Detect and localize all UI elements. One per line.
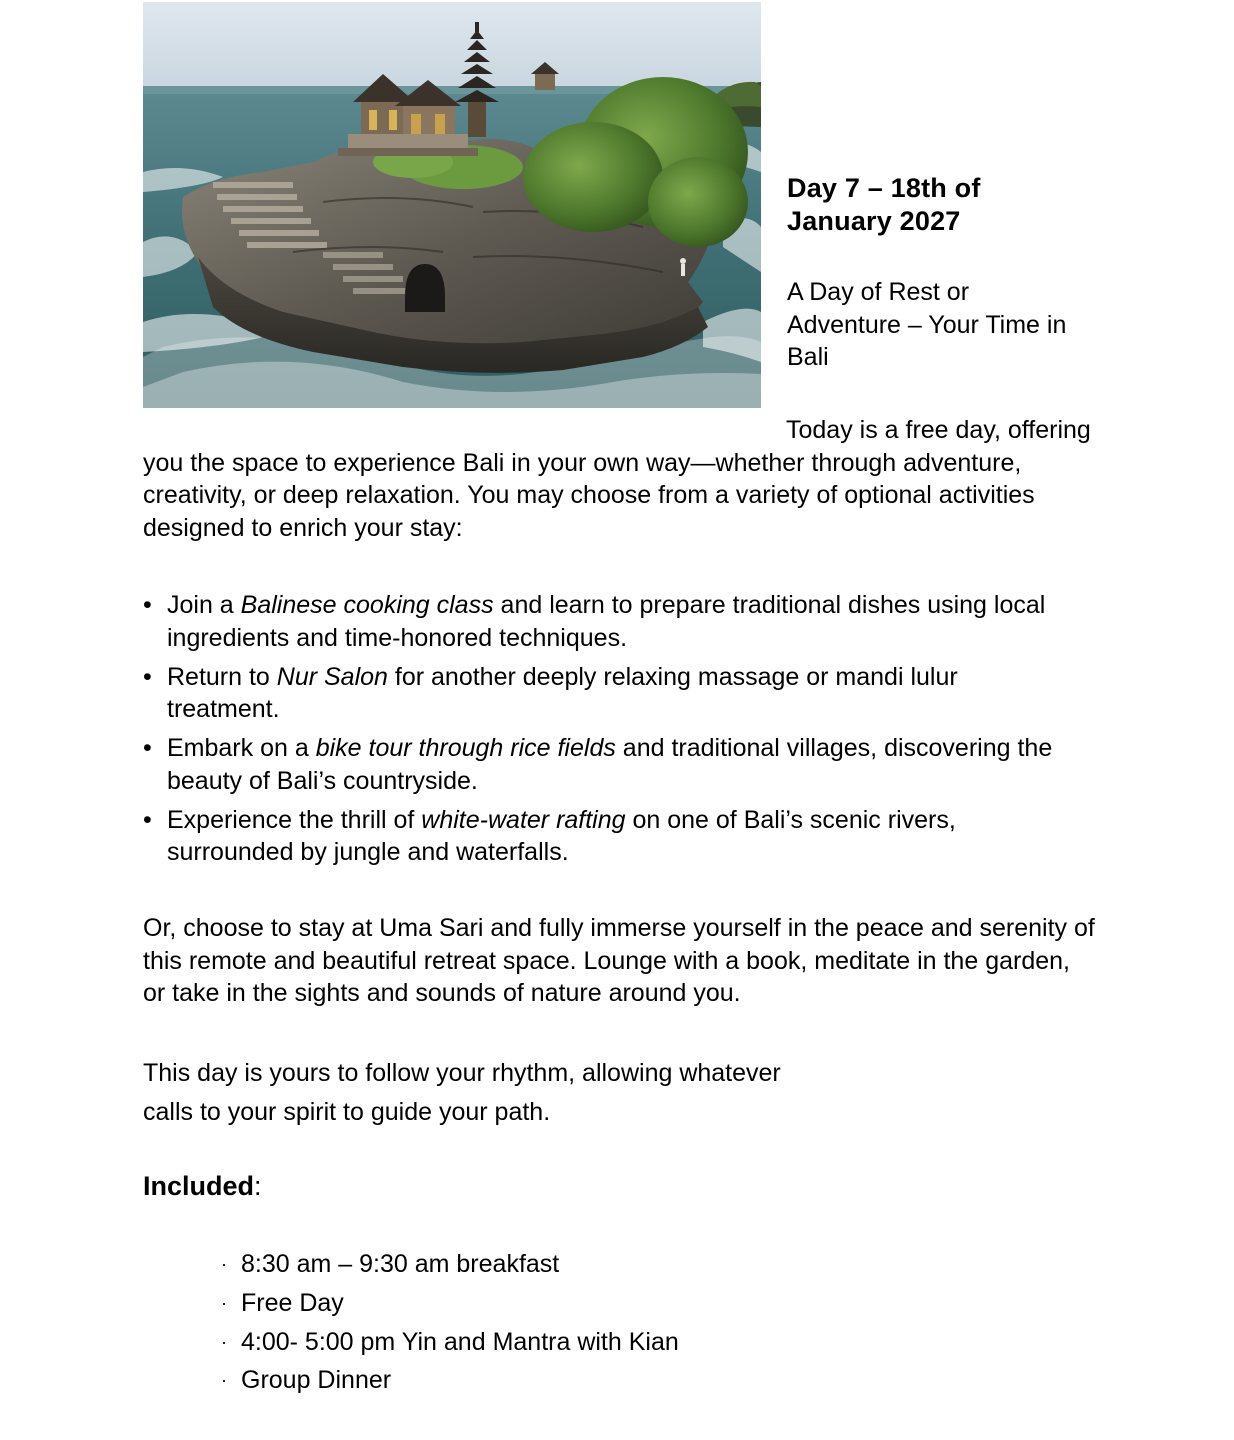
list-item [221, 1284, 679, 1323]
list-item [143, 804, 1073, 869]
temple-photo [143, 2, 761, 408]
activity-text: Experience the thrill of [167, 805, 422, 834]
day-title-line-2: January 2027 [787, 206, 961, 236]
included-list [221, 1245, 679, 1400]
activity-text: Return to [167, 662, 277, 691]
rhythm-line-2: calls to your spirit to guide your path. [143, 1098, 551, 1126]
day-title [787, 172, 1097, 238]
dot-icon: · [221, 1292, 227, 1313]
activity-text: for another deeply relaxing massage or mandi lulur treatment. [167, 662, 958, 723]
dot-icon: · [221, 1254, 227, 1274]
list-item [221, 1361, 679, 1400]
dot-icon: · [221, 1370, 227, 1391]
included-label: Included [143, 1171, 255, 1201]
activity-text: and traditional villages, discovering the beauty of Bali’s countryside. [167, 734, 1053, 795]
activity-text: Join a [167, 591, 241, 619]
list-item [221, 1245, 679, 1284]
bullet-icon: • [143, 662, 152, 691]
list-item [143, 732, 1073, 797]
subtitle-line-1: A Day of Rest or [787, 278, 970, 306]
subtitle-line-2: Adventure – Your Time in [787, 310, 1067, 339]
included-item: Group Dinner [241, 1366, 392, 1395]
activities-list [143, 589, 1073, 875]
included-item: 8:30 am – 9:30 am breakfast [241, 1250, 560, 1278]
activity-text: on one of Bali’s scenic rivers, surrounded by jungle and waterfalls. [167, 805, 956, 866]
included-heading [143, 1170, 262, 1203]
day-header [787, 172, 1097, 374]
intro-rest: you the space to experience Bali in your own way—whether through adventure, creativity, or deep relaxation. You may choose from a variety of optional activities designed to enrich your stay: [143, 448, 1035, 542]
activity-text: Embark on a [167, 734, 316, 762]
bullet-icon: • [143, 591, 152, 619]
included-item: 4:00- 5:00 pm Yin and Mantra with Kian [241, 1327, 679, 1356]
intro-paragraph [143, 414, 1098, 544]
included-colon: : [254, 1171, 262, 1201]
activity-highlight: Nur Salon [276, 662, 388, 691]
intro-lead: Today is a free day, offering [786, 416, 1091, 444]
list-item [143, 661, 1073, 726]
rhythm-line-1: This day is yours to follow your rhythm, allowing whatever [143, 1059, 781, 1087]
subtitle-line-3: Bali [787, 343, 829, 371]
list-item [221, 1323, 679, 1362]
day-subtitle [787, 276, 1097, 374]
included-item: Free Day [241, 1288, 344, 1317]
activity-text: and learn to prepare traditional dishes using local ingredients and time-honored techniques. [167, 591, 1046, 652]
rhythm-paragraph [143, 1054, 843, 1132]
list-item [143, 589, 1073, 654]
activity-highlight: bike tour through rice fields [315, 734, 616, 762]
dot-icon: · [221, 1331, 227, 1352]
stay-paragraph: Or, choose to stay at Uma Sari and fully immerse yourself in the peace and serenity of this remote and beautiful retreat space. Lounge with a book, meditate in the garden, or take in the sights and sounds of nature around you. [143, 914, 1095, 1007]
bullet-icon: • [143, 805, 152, 834]
activity-highlight: white-water rafting [421, 805, 626, 834]
day-title-line-1: Day 7 – 18th of [787, 173, 981, 203]
activity-highlight: Balinese cooking class [240, 591, 494, 619]
bullet-icon: • [143, 734, 152, 762]
